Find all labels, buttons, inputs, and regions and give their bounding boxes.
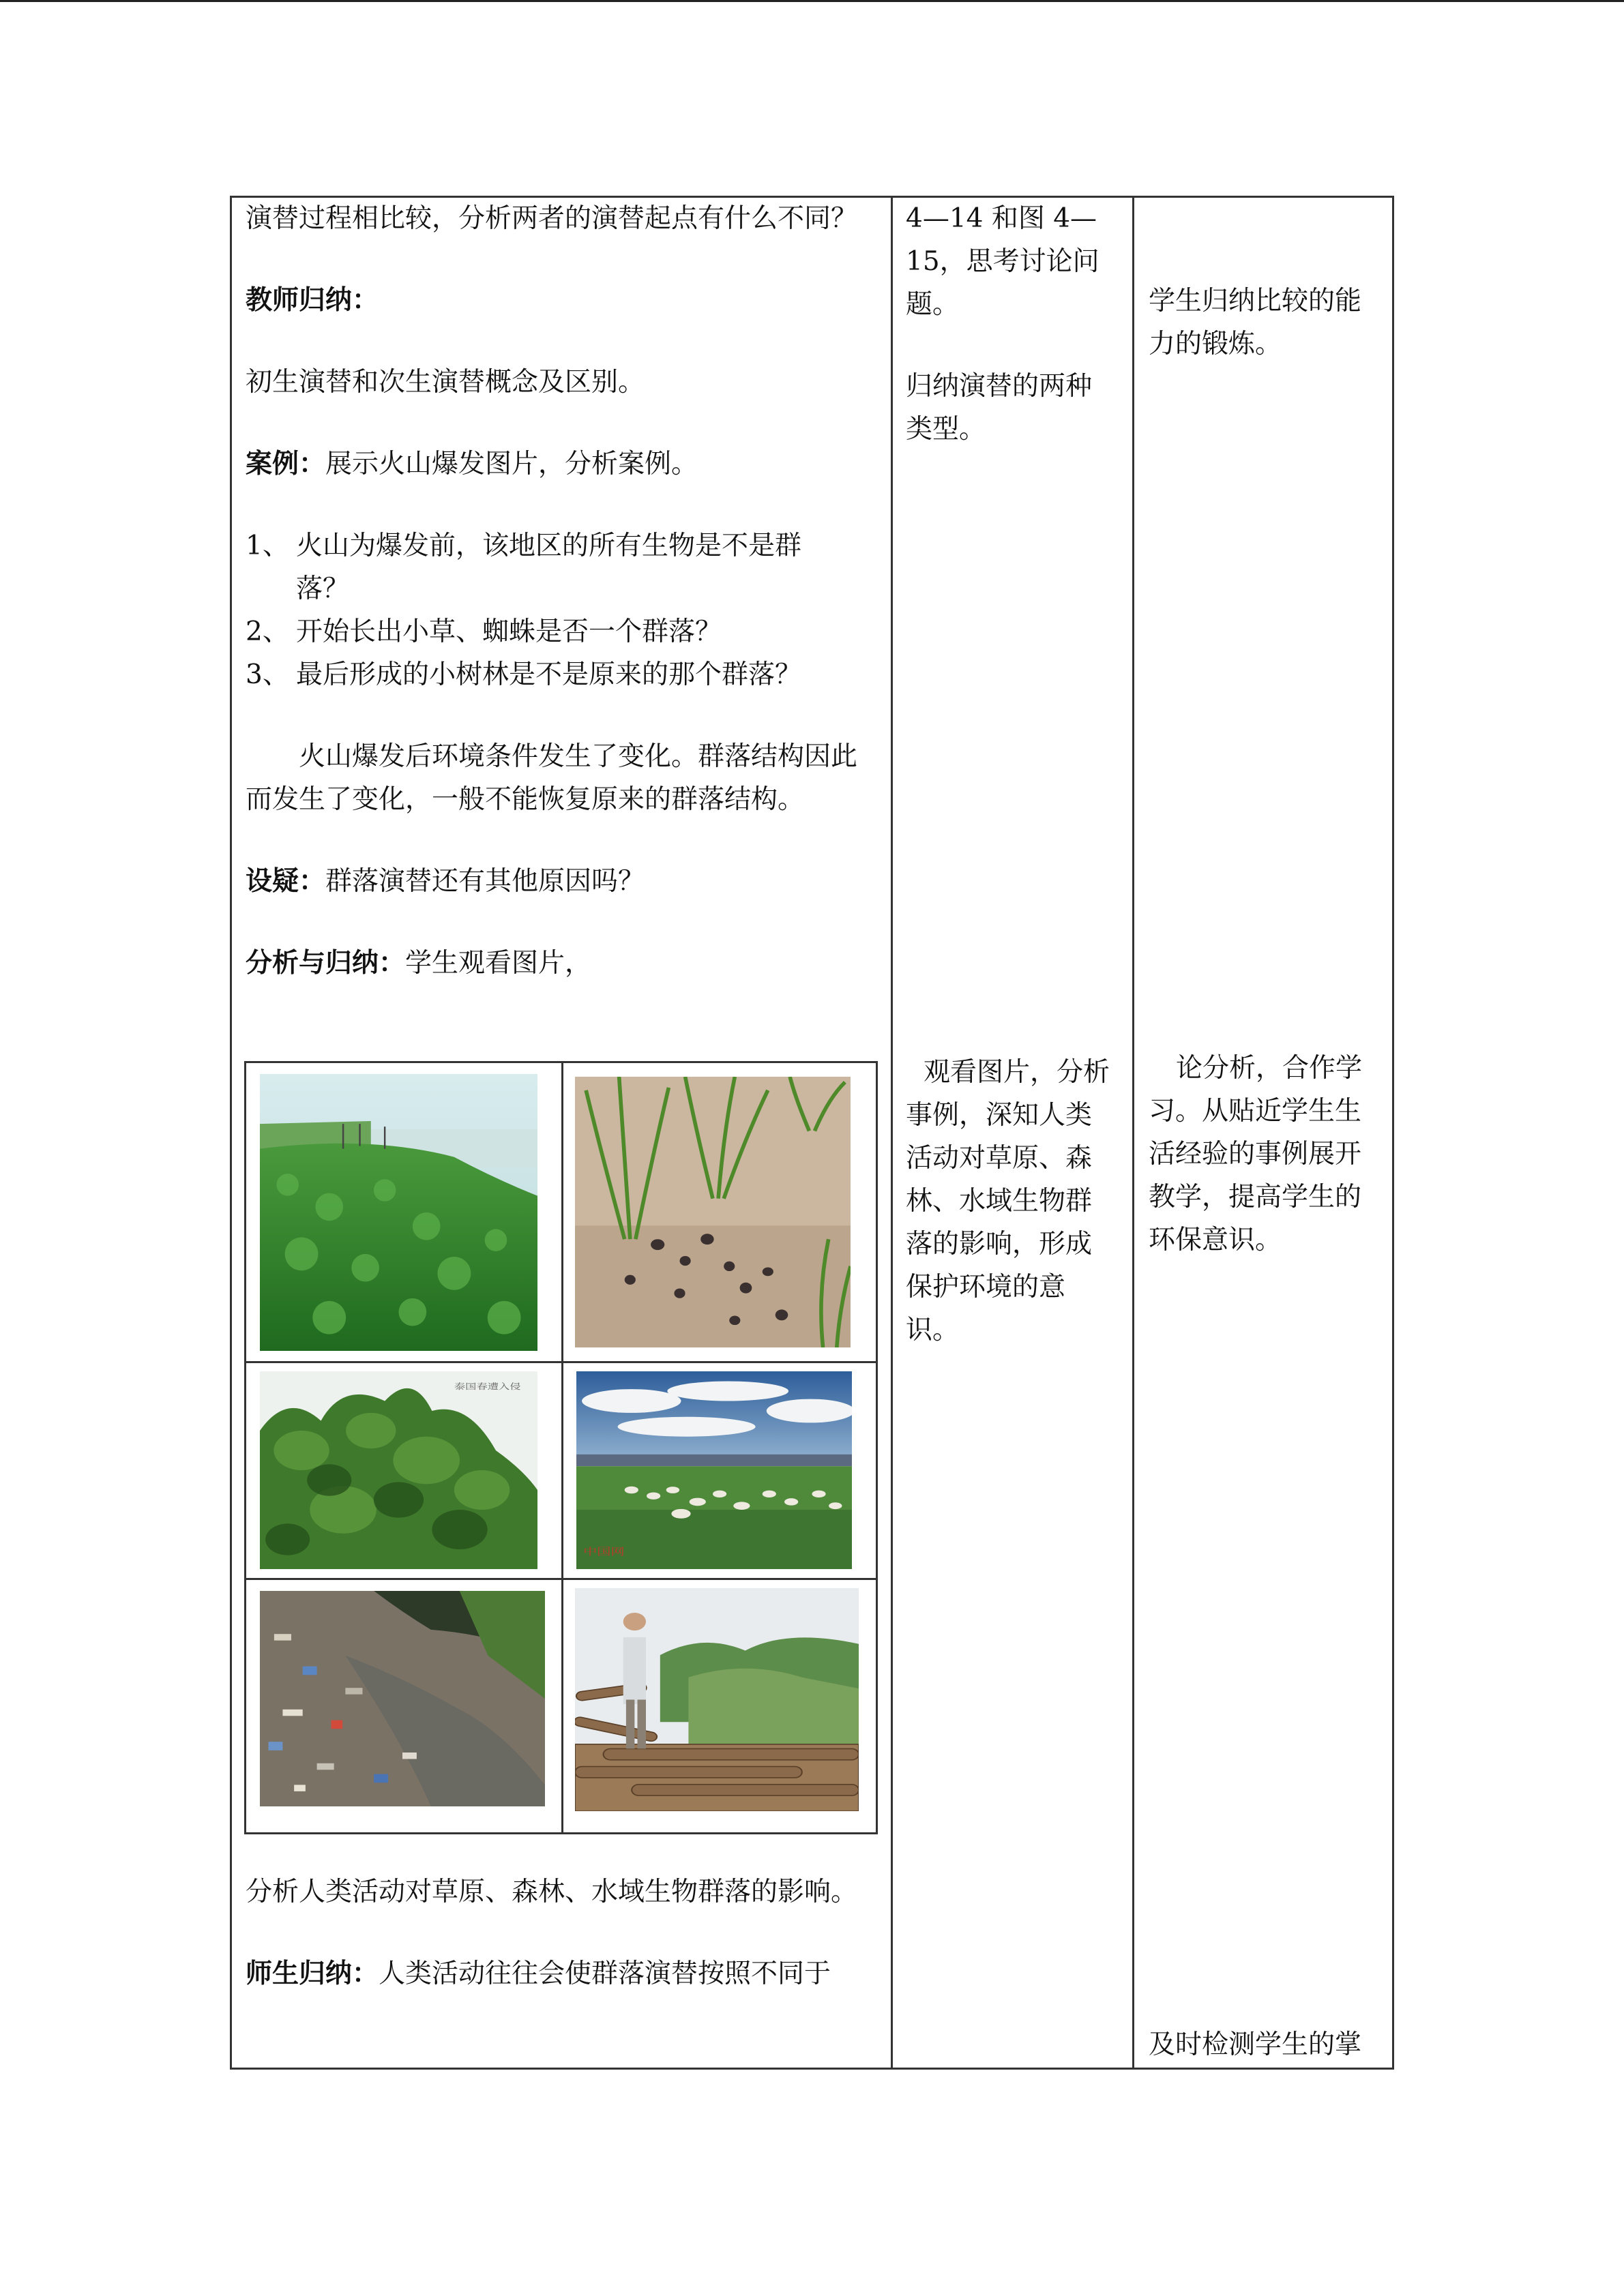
- question-item: [246, 610, 880, 653]
- column-divider-1: [891, 196, 893, 2070]
- teaching-process-cell: [246, 197, 880, 985]
- doubt-paragraph: [246, 860, 880, 903]
- question-text: 火山为爆发前，该地区的所有生物是不是群落？: [296, 531, 802, 604]
- question-number: 2、: [246, 616, 289, 647]
- assessment-cell: [1149, 2023, 1381, 2066]
- rice-snails-photo: [575, 1077, 851, 1347]
- analysis-label: 分析与归纳：: [246, 948, 406, 979]
- impact-section: [246, 1870, 880, 1995]
- ability-text: 学生归纳比较的能力的锻炼。: [1149, 286, 1362, 359]
- question-number: 1、: [246, 531, 289, 561]
- question-number: 3、: [246, 659, 289, 690]
- comparison-question: 演替过程相比较，分析两者的演替起点有什么不同？: [246, 203, 858, 234]
- question-text: 最后形成的小树林是不是原来的那个群落？: [296, 659, 802, 690]
- analysis-paragraph: [246, 942, 880, 985]
- photo-grid: [244, 1061, 878, 1834]
- human-impact-question: 分析人类活动对草原、森林、水域生物群落的影响。: [246, 1877, 858, 1907]
- summary-paragraph: [246, 1952, 880, 1995]
- vine-covered-hill-photo: [260, 1371, 537, 1569]
- grid-divider: [561, 1063, 563, 1832]
- cooperation-cell: [1149, 1047, 1381, 1262]
- teacher-summary-heading: [246, 279, 880, 322]
- grassland-sheep-photo: [576, 1371, 852, 1569]
- photo-watermark: 中国网: [583, 1547, 625, 1558]
- summary-types-text: 归纳演替的两种类型。: [906, 371, 1093, 445]
- doubt-text: 群落演替还有其他原因吗？: [325, 866, 645, 897]
- summary-text: 人类活动往往会使群落演替按照不同于: [379, 1958, 831, 1989]
- case-text: 展示火山爆发图片，分析案例。: [325, 449, 698, 479]
- volcano-explanation: 火山爆发后环境条件发生了变化。群落结构因此而发生了变化，一般不能恢复原来的群落结构。: [246, 741, 858, 815]
- student-activity-cell: [906, 197, 1114, 451]
- teacher-summary-text: 初生演替和次生演替概念及区别。: [246, 367, 645, 398]
- assessment-text: 及时检测学生的掌: [1149, 2029, 1362, 2060]
- doubt-label: 设疑：: [246, 866, 326, 897]
- case-paragraph: [246, 443, 880, 486]
- question-item: [246, 653, 880, 696]
- summary-label: 师生归纳：: [246, 1958, 379, 1989]
- question-item: [246, 524, 880, 610]
- deforestation-photo: [575, 1588, 859, 1811]
- design-intent-cell: [1149, 280, 1381, 366]
- page-top-border: [0, 0, 1624, 2]
- discussion-text: 4—14 和图 4—15，思考讨论问题。: [906, 203, 1099, 320]
- analysis-text: 学生观看图片，: [405, 948, 592, 979]
- polluted-stream-photo: [260, 1591, 545, 1806]
- observation-text: 观看图片，分析事例，深知人类活动对草原、森林、水域生物群落的影响，形成保护环境的意识。: [906, 1057, 1110, 1345]
- cooperation-text: 论分析，合作学习。从贴近学生生活经验的事例展开教学，提高学生的环保意识。: [1149, 1053, 1363, 1255]
- column-divider-2: [1132, 196, 1134, 2070]
- teacher-summary-label: 教师归纳：: [246, 285, 379, 316]
- question-text: 开始长出小草、蜘蛛是否一个群落？: [296, 616, 722, 647]
- observation-cell: [906, 1051, 1114, 1352]
- case-label: 案例：: [246, 449, 326, 479]
- water-hyacinth-photo: [260, 1074, 537, 1351]
- photo-caption: 泰国春遭入侵: [454, 1382, 521, 1392]
